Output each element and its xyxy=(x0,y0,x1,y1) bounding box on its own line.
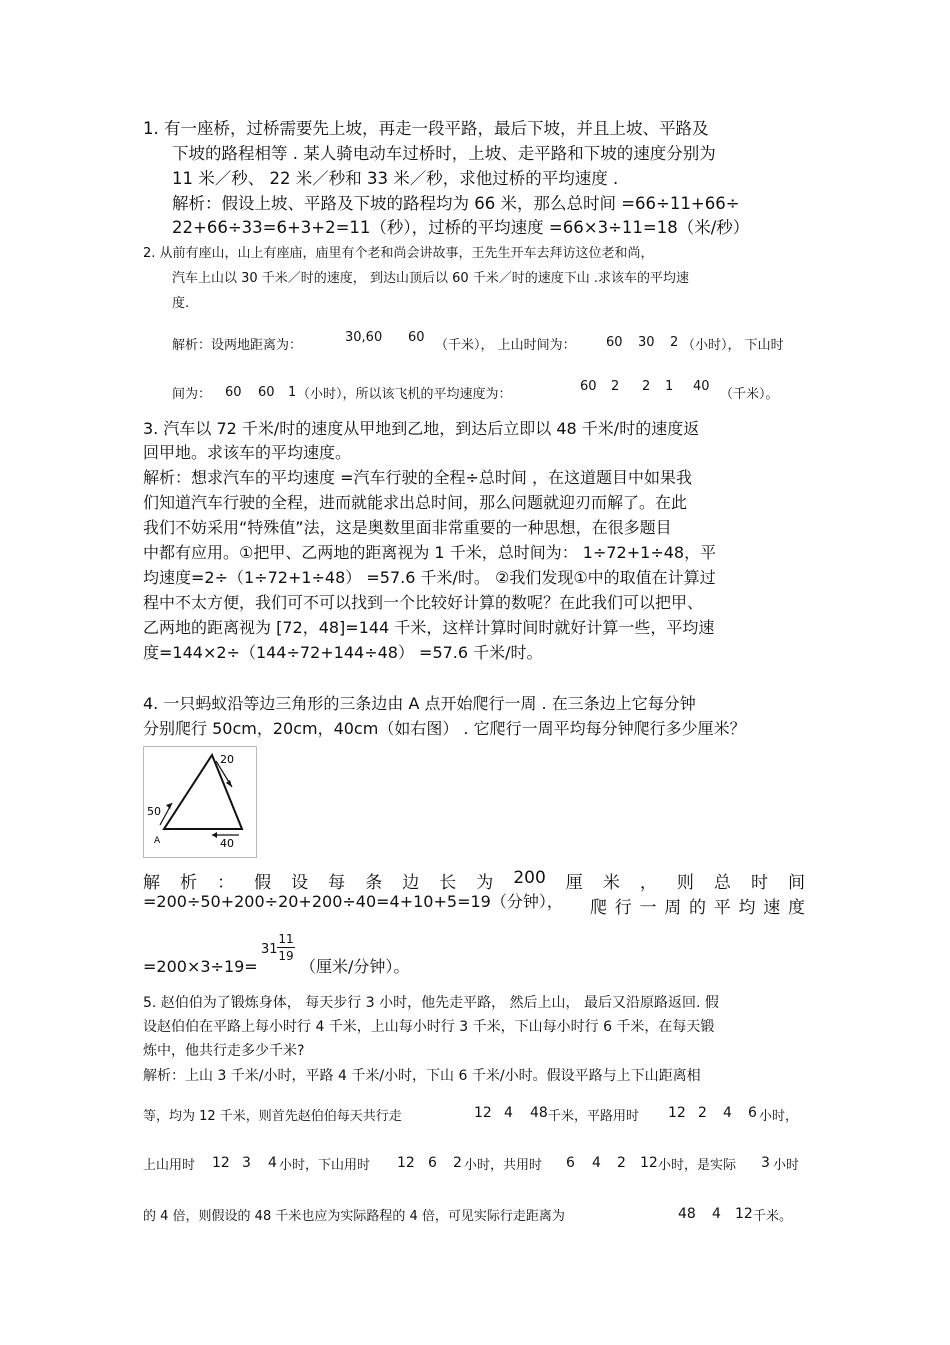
p5-text: 千米，平路用时 xyxy=(548,1109,640,1124)
p5-val: 4 xyxy=(268,1155,277,1171)
p5-val: 12 xyxy=(397,1155,415,1171)
p2-solution-text: （千米）。 xyxy=(720,387,779,402)
p5-val: 48 xyxy=(530,1105,548,1121)
p2-formula-value: 30,60 xyxy=(345,330,383,345)
p5-text: 小时，共用时 xyxy=(464,1158,543,1173)
p2-formula-value: 30 xyxy=(638,335,655,350)
p2-solution-text: （小时）， 下山时 xyxy=(682,338,784,353)
mixed-fraction: 11 19 xyxy=(278,932,294,963)
p5-text: 小时，下山用时 xyxy=(279,1158,371,1173)
p5-val: 4 xyxy=(592,1155,601,1171)
label-left: 50 xyxy=(147,805,161,818)
p5-val: 2 xyxy=(698,1105,707,1121)
p3-line-9: 乙两地的距离视为 [72，48]=144 千米，这样计算时间时就好计算一些，平均速 xyxy=(143,618,715,637)
p2-formula-value: 2 xyxy=(642,379,651,394)
p5-line-4: 解析：上山 3 千米/小时，平路 4 千米/小时，下山 6 千米/小时。假设平路与上下山距离相 xyxy=(143,1068,701,1084)
p2-line-3: 度. xyxy=(172,296,190,311)
p2-solution-label: 解析：设两地距离为： xyxy=(172,338,303,353)
p5-val: 6 xyxy=(566,1155,575,1171)
p3-line-2: 回甲地。求该车的平均速度。 xyxy=(143,443,352,462)
p3-line-8: 程中不太方便，我们可不可以找到一个比较好计算的数呢？在此我们可以把甲、 xyxy=(143,593,704,612)
p5-text: 小时， xyxy=(759,1109,799,1124)
p2-solution-text: （小时），所以该飞机的平均速度为： xyxy=(297,387,512,402)
p5-val: 6 xyxy=(748,1105,757,1121)
p5-val: 3 xyxy=(761,1155,770,1171)
label-vertex-a: A xyxy=(154,836,161,846)
arrow-head xyxy=(212,832,217,838)
p2-solution-text: （千米）， 上山时间为： xyxy=(435,338,576,353)
p5-val: 12 xyxy=(212,1155,230,1171)
p5-val: 4 xyxy=(723,1105,732,1121)
p3-line-3: 解析：想求汽车的平均速度 =汽车行驶的全程÷总时间 ，在这道题目中如果我 xyxy=(143,468,692,487)
p4-solution-line-2b: 爬 行 一 周 的 平 均 速 度 xyxy=(590,898,805,918)
p5-line-6: 上山用时 xyxy=(143,1158,196,1173)
p4-solution-line-1: 解 析 ： 假 设 每 条 边 长 为 200 厘 米 ， 则 总 时 间 xyxy=(143,868,805,893)
p2-formula-value: 60 xyxy=(606,335,623,350)
p5-val: 2 xyxy=(617,1155,626,1171)
triangle-shape xyxy=(164,755,242,829)
p3-line-5: 我们不妨采用“特殊值”法，这是奥数里面非常重要的一种思想，在很多题目 xyxy=(143,518,672,537)
triangle-figure xyxy=(143,746,257,858)
triangle-diagram xyxy=(144,747,256,857)
p3-line-1: 3. 汽车以 72 千米/时的速度从甲地到乙地，到达后立即以 48 千米/时的速度返 xyxy=(143,419,700,438)
p5-line-3: 炼中，他共行走多少千米? xyxy=(143,1043,305,1059)
p1-line-3: 11 米／秒、 22 米／秒和 33 米／秒，求他过桥的平均速度 . xyxy=(172,169,619,188)
p5-line-5: 等，均为 12 千米，则首先赵伯伯每天共行走 xyxy=(143,1109,402,1124)
p3-line-10: 度=144×2÷（144÷72+144÷48） =57.6 千米/时。 xyxy=(143,643,543,662)
p2-line-2: 汽车上山以 30 千米／时的速度， 到达山顶后以 60 千米／时的速度下山 .求该车的平均速 xyxy=(172,271,690,286)
p5-line-2: 设赵伯伯在平路上每小时行 4 千米，上山每小时行 3 千米，下山每小时行 6 千米，在每天锻 xyxy=(143,1019,715,1035)
p4-line-1: 4. 一只蚂蚁沿等边三角形的三条边由 A 点开始爬行一周 . 在三条边上它每分钟 xyxy=(143,694,696,713)
p3-line-7: 均速度=2÷（1÷72+1÷48） =57.6 千米/时。 ②我们发现①中的取值在计算过 xyxy=(143,568,716,587)
label-top: 20 xyxy=(220,753,234,766)
p5-line-7: 的 4 倍，则假设的 48 千米也应为实际路程的 4 倍，可见实际行走距离为 xyxy=(143,1209,565,1224)
p2-line-1: 2. 从前有座山，山上有座庙，庙里有个老和尚会讲故事，王先生开车去拜访这位老和尚， xyxy=(143,246,654,261)
p5-val: 6 xyxy=(428,1155,437,1171)
p4-solution-line-2a: =200÷50+200÷20+200÷40=4+10+5=19（分钟）， xyxy=(143,892,563,911)
p2-formula-value: 2 xyxy=(670,335,679,350)
p5-val: 48 xyxy=(678,1206,696,1222)
p5-val: 12 xyxy=(735,1206,753,1222)
p2-formula-value: 1 xyxy=(665,379,674,394)
p5-val: 12 xyxy=(474,1105,492,1121)
p4-solution-line-3a: =200×3÷19= xyxy=(143,957,258,976)
label-bottom: 40 xyxy=(220,837,234,850)
p1-line-5: 22+66÷33=6+3+2=11（秒），过桥的平均速度 =66×3÷11=18（米/秒） xyxy=(172,218,750,237)
p1-line-4: 解析：假设上坡、平路及下坡的路程均为 66 米，那么总时间 =66÷11+66÷ xyxy=(172,194,740,213)
mixed-whole: 31 xyxy=(261,942,278,957)
p1-line-1: 1. 有一座桥，过桥需要先上坡，再走一段平路，最后下坡，并且上坡、平路及 xyxy=(143,119,709,138)
p2-formula-value: 1 xyxy=(288,385,297,400)
p1-line-2: 下坡的路程相等 . 某人骑电动车过桥时，上坡、走平路和下坡的速度分别为 xyxy=(172,144,716,163)
p5-line-1: 5. 赵伯伯为了锻炼身体， 每天步行 3 小时，他先走平路， 然后上山， 最后又沿原路返回. 假 xyxy=(143,995,719,1011)
p3-line-6: 中都有应用。①把甲、乙两地的距离视为 1 千米，总时间为： 1÷72+1÷48，平 xyxy=(143,543,717,562)
p5-text: 千米。 xyxy=(753,1209,793,1224)
p2-formula-value: 60 xyxy=(580,379,597,394)
p2-formula-value: 60 xyxy=(258,385,275,400)
p2-formula-value: 60 xyxy=(408,330,425,345)
p5-val: 3 xyxy=(242,1155,251,1171)
p2-formula-value: 2 xyxy=(611,379,620,394)
p5-val: 12 xyxy=(640,1155,658,1171)
arrow-head xyxy=(226,780,232,787)
p5-val: 4 xyxy=(504,1105,513,1121)
p2-formula-value: 40 xyxy=(693,379,710,394)
p4-line-2: 分别爬行 50cm，20cm，40cm（如右图） . 它爬行一周平均每分钟爬行多少厘米？ xyxy=(143,719,746,738)
p5-val: 12 xyxy=(668,1105,686,1121)
p5-text: 小时，是实际 xyxy=(658,1158,737,1173)
p2-solution-label: 间为： xyxy=(172,387,212,402)
p3-line-4: 们知道汽车行驶的全程，进而就能求出总时间，那么问题就迎刃而解了。在此 xyxy=(143,493,688,512)
p5-val: 4 xyxy=(712,1206,721,1222)
p4-solution-line-3b: （厘米/分钟）。 xyxy=(300,957,410,976)
p2-formula-value: 60 xyxy=(225,385,242,400)
p5-text: 小时 xyxy=(773,1158,800,1173)
p5-val: 2 xyxy=(453,1155,462,1171)
